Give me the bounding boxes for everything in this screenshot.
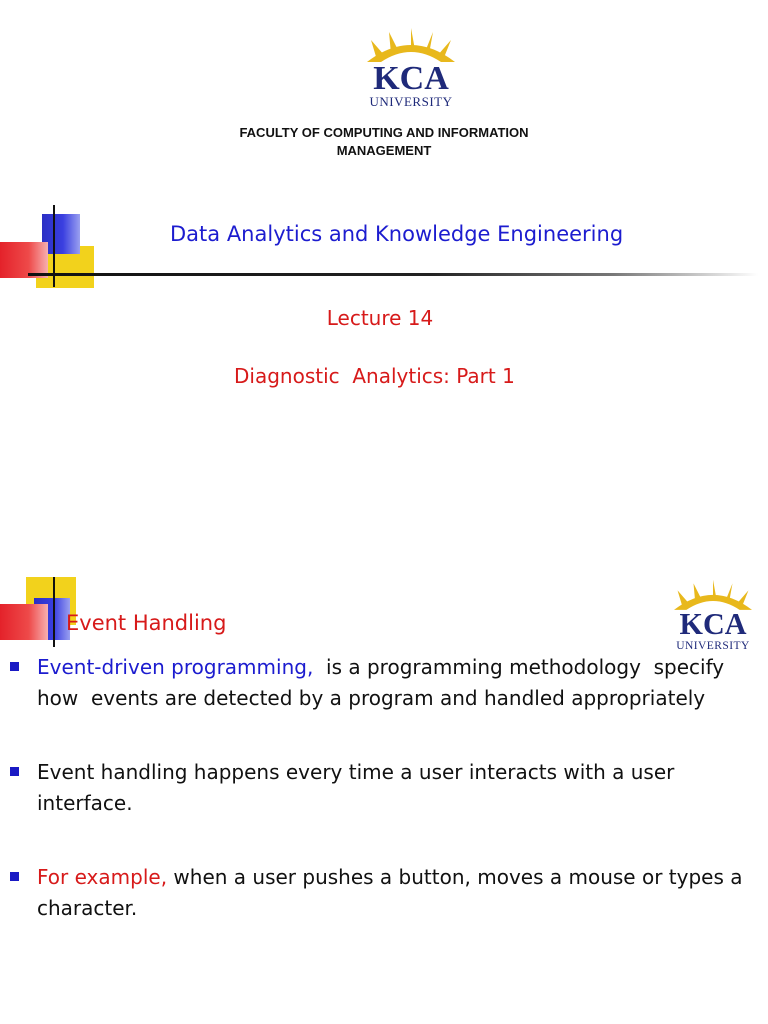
bullet-highlight: Event-driven programming,	[37, 655, 314, 679]
section-heading: Event Handling	[66, 611, 227, 635]
kca-university-logo	[357, 26, 465, 114]
horizontal-rule	[28, 273, 758, 276]
bullet-text: is a programming methodology specify how events are detected by a program and handled appropriately	[37, 655, 731, 710]
faculty-line-1: FACULTY OF COMPUTING AND INFORMATION	[239, 125, 529, 140]
sun-rays-icon	[367, 28, 455, 62]
bullet-square-icon	[10, 662, 19, 671]
bullet-highlight: For example,	[37, 865, 168, 889]
lecture-number: Lecture 14	[326, 306, 434, 330]
faculty-header	[0, 124, 768, 160]
kca-university-logo-small	[662, 578, 764, 656]
logo-kca-text: KCA	[679, 606, 747, 641]
sun-rays-icon	[674, 580, 752, 610]
lecture-topic: Diagnostic Analytics: Part 1	[234, 364, 515, 388]
bullet-text: when a user pushes a button, moves a mouse or types a character.	[37, 865, 749, 920]
logo-university-text: UNIVERSITY	[676, 639, 750, 652]
bullet-square-icon	[10, 872, 19, 881]
bullet-text: Event handling happens every time a user interacts with a user interface.	[37, 760, 675, 815]
logo-kca-text: KCA	[373, 60, 449, 97]
logo-university-text: UNIVERSITY	[369, 94, 453, 109]
course-title: Data Analytics and Knowledge Engineering	[170, 222, 624, 246]
red-square	[0, 604, 48, 640]
vertical-rule	[53, 577, 55, 647]
bullet-square-icon	[10, 767, 19, 776]
faculty-line-2: MANAGEMENT	[336, 143, 432, 158]
